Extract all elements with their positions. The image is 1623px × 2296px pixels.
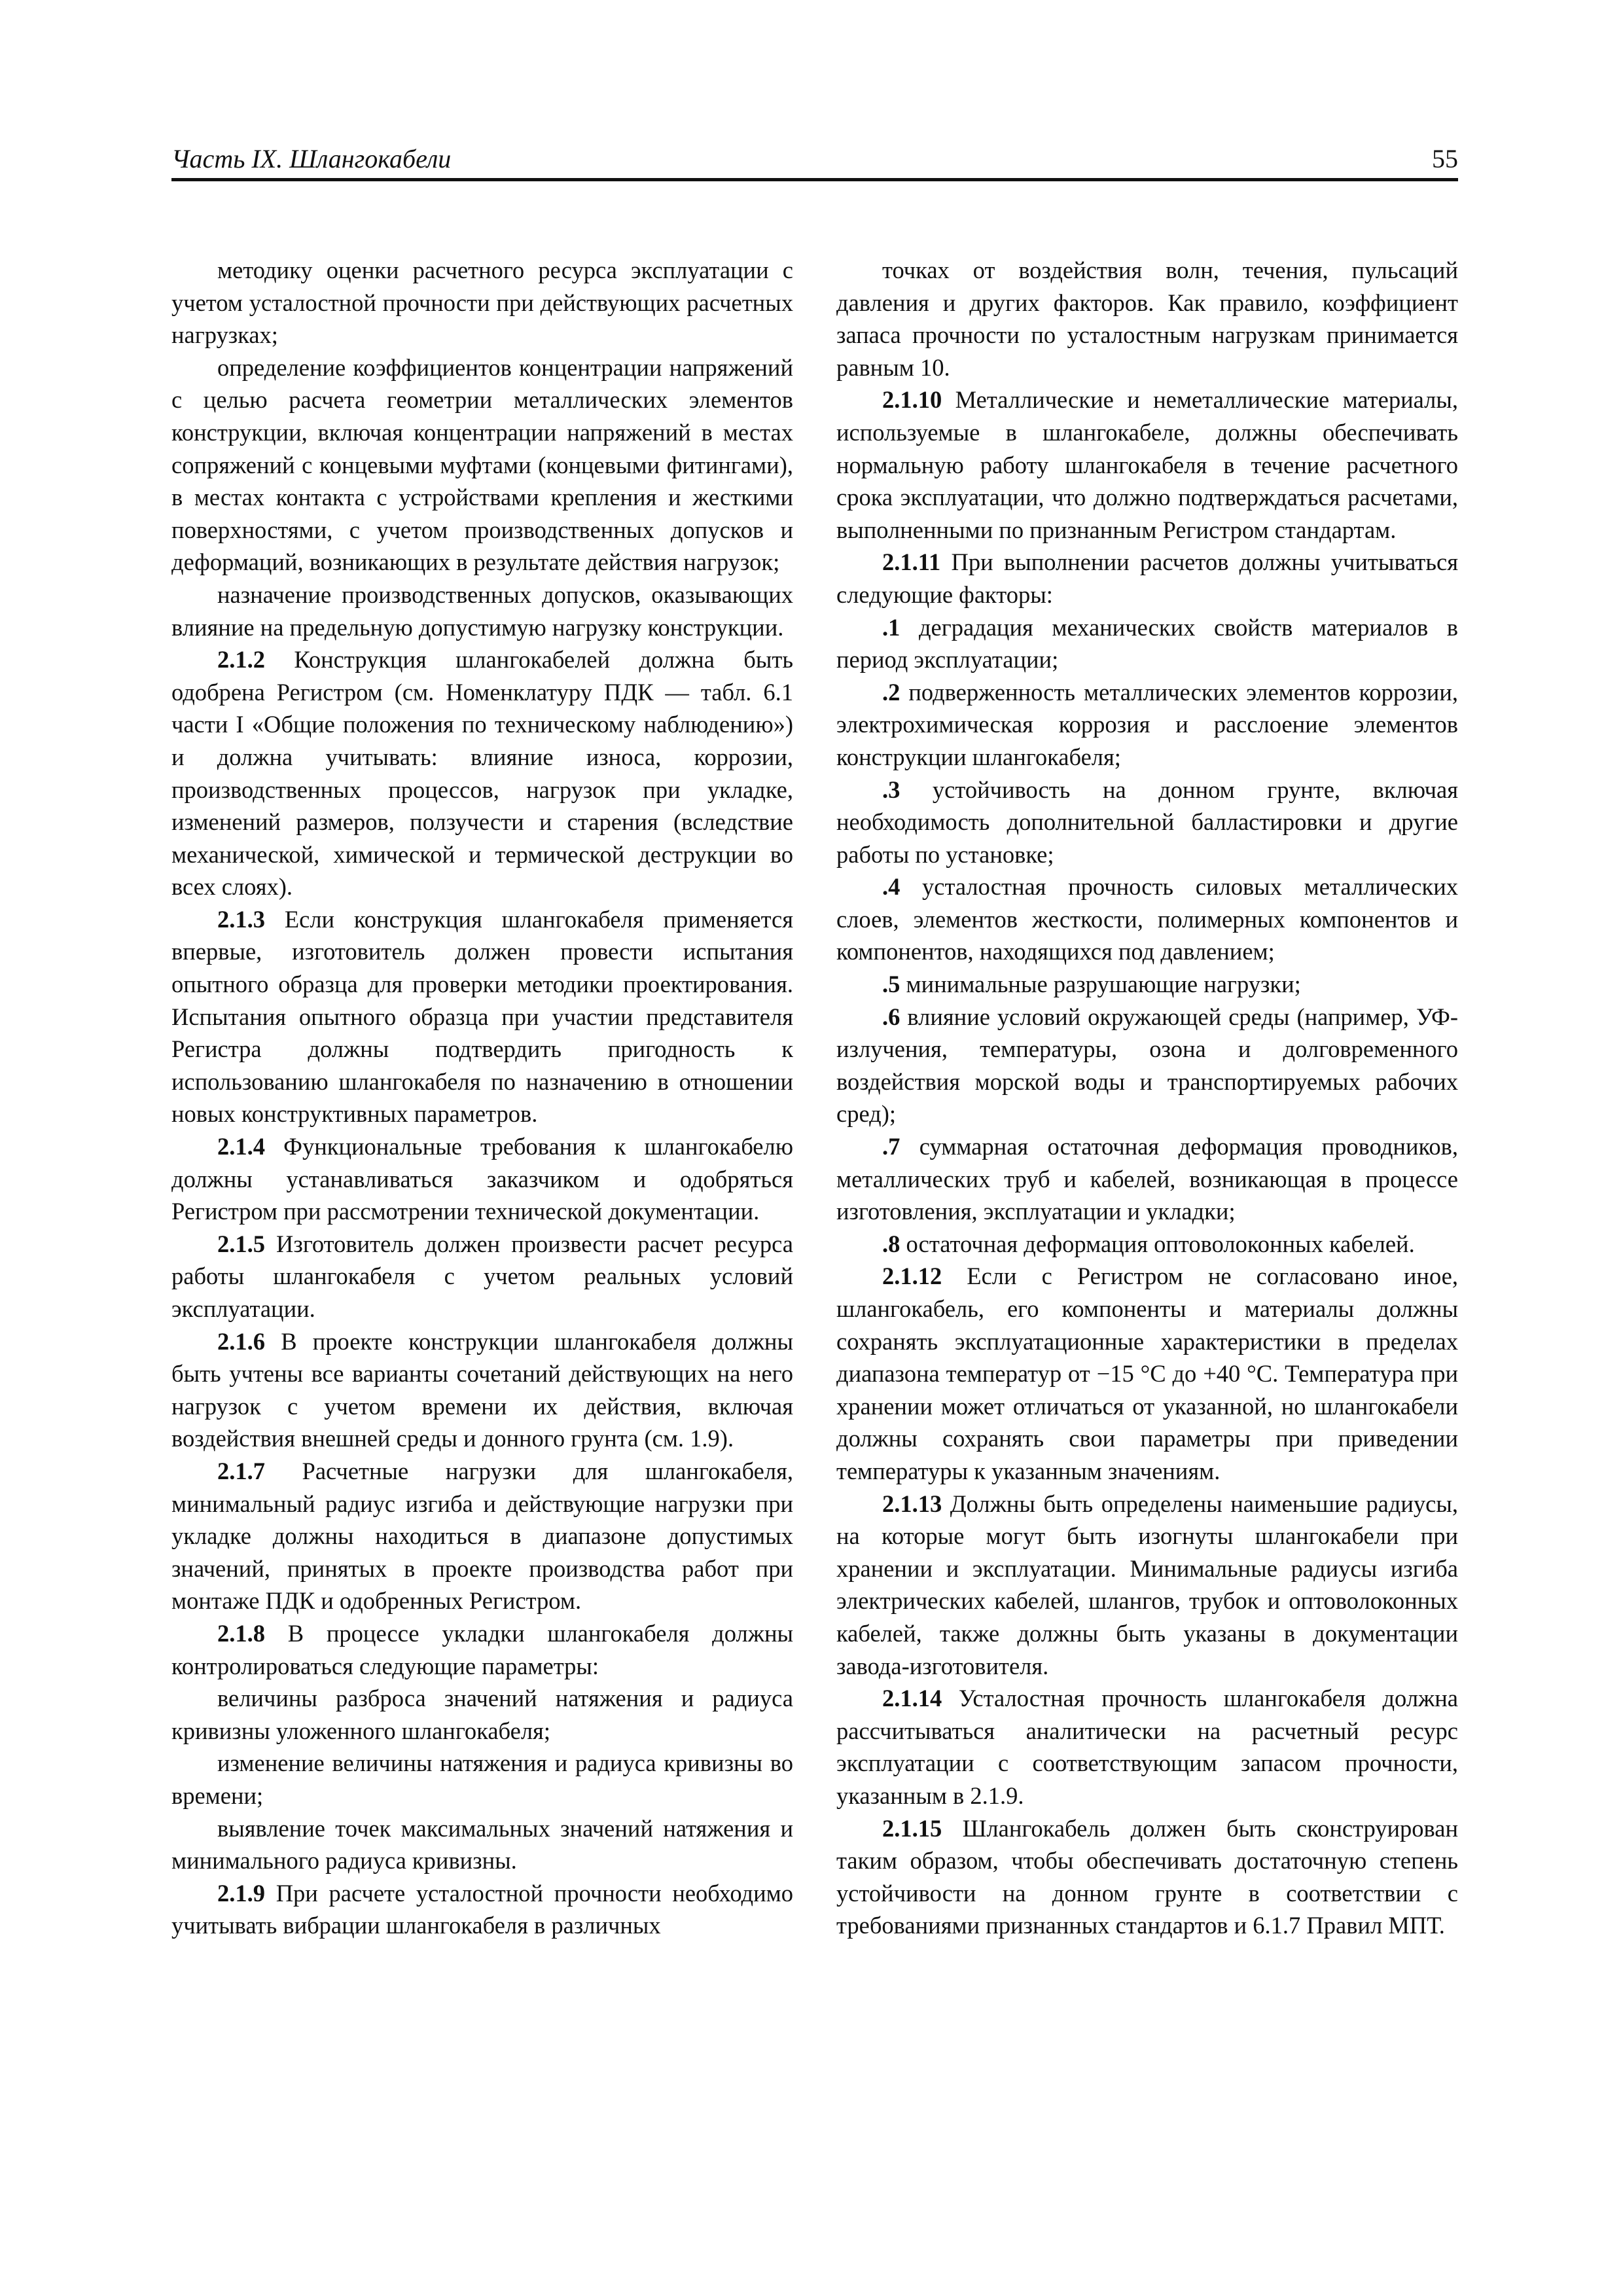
paragraph bbox=[171, 351, 793, 579]
running-header bbox=[171, 145, 1458, 178]
paragraph-text: назначение производственных допусков, оказывающих влияние на предельную допустимую нагрузку конструкции. bbox=[171, 581, 793, 641]
item-text: устойчивость на донном грунте, включая необходимость дополнительной балластировки и другие работы по установке; bbox=[836, 776, 1458, 868]
paragraph bbox=[171, 1455, 793, 1617]
clause-number: 2.1.4 bbox=[217, 1133, 265, 1160]
item-number: .1 bbox=[882, 613, 901, 641]
list-item bbox=[836, 1228, 1458, 1261]
paragraph-text: В проекте конструкции шлангокабеля должны быть учтены все варианты сочетаний действующих на него нагрузок с учетом времени их действия, включая воздействия внешней среды и донного грунта (см. 1.9). bbox=[171, 1327, 793, 1452]
paragraph bbox=[171, 643, 793, 903]
clause-number: 2.1.5 bbox=[217, 1230, 265, 1257]
clause-number: 2.1.9 bbox=[217, 1879, 265, 1907]
paragraph bbox=[171, 903, 793, 1130]
clause-number: 2.1.14 bbox=[882, 1685, 942, 1712]
list-item bbox=[836, 774, 1458, 871]
paragraph bbox=[836, 546, 1458, 611]
clause-number: 2.1.7 bbox=[217, 1457, 265, 1484]
paragraph-text: При расчете усталостной прочности необходимо учитывать вибрации шлангокабеля в различных bbox=[171, 1879, 793, 1939]
clause-number: 2.1.6 bbox=[217, 1327, 265, 1355]
item-text: влияние условий окружающей среды (например, УФ-излучения, температуры, озона и долговременного воздействия морской воды и транспортируемых рабочих сред); bbox=[836, 1003, 1458, 1128]
list-item bbox=[836, 1001, 1458, 1130]
clause-number: 2.1.2 bbox=[217, 646, 265, 673]
clause-number: 2.1.15 bbox=[882, 1814, 942, 1842]
paragraph bbox=[836, 384, 1458, 546]
paragraph-text: Должны быть определены наименьшие радиусы, на которые могут быть изогнуты шлангокабели при хранении и эксплуатации. Минимальные радиусы изгиба электрических кабелей, шлангов, трубок и оптоволоконных кабелей, также должны быть указаны в документации завода-изготовителя. bbox=[836, 1490, 1458, 1679]
clause-number: 2.1.11 bbox=[882, 548, 941, 576]
paragraph-text: методику оценки расчетного ресурса эксплуатации с учетом усталостной прочности при действующих расчетных нагрузках; bbox=[171, 257, 793, 349]
clause-number: 2.1.10 bbox=[882, 386, 942, 414]
item-text: суммарная остаточная деформация проводников, металлических труб и кабелей, возникающая в процессе изготовления, эксплуатации и укладки; bbox=[836, 1133, 1458, 1225]
paragraph-text: выявление точек максимальных значений натяжения и минимального радиуса кривизны. bbox=[171, 1814, 793, 1874]
header-rule bbox=[171, 178, 1458, 181]
paragraph bbox=[171, 1812, 793, 1877]
list-item bbox=[836, 611, 1458, 676]
item-number: .5 bbox=[882, 971, 901, 998]
item-number: .7 bbox=[882, 1133, 901, 1160]
paragraph bbox=[836, 1488, 1458, 1683]
paragraph-text: Если конструкция шлангокабеля применяется впервые, изготовитель должен провести испытания опытного образца для проверки методики проектирования. Испытания опытного образца при участии представителя Регистра должны подтвердить пригодность к использованию шлангокабеля по назначению в отношении новых конструктивных параметров. bbox=[171, 905, 793, 1128]
item-text: минимальные разрушающие нагрузки; bbox=[900, 971, 1301, 998]
paragraph-text: Усталостная прочность шлангокабеля должна рассчитываться аналитически на расчетный ресурс эксплуатации с соответствующим запасом прочности, указанным в 2.1.9. bbox=[836, 1685, 1458, 1809]
item-number: .6 bbox=[882, 1003, 901, 1030]
item-text: остаточная деформация оптоволоконных кабелей. bbox=[900, 1230, 1415, 1257]
list-item bbox=[836, 676, 1458, 774]
paragraph-text: Изготовитель должен произвести расчет ресурса работы шлангокабеля с учетом реальных условий эксплуатации. bbox=[171, 1230, 793, 1322]
page-number: 55 bbox=[1432, 144, 1458, 173]
clause-number: 2.1.13 bbox=[882, 1490, 942, 1517]
paragraph bbox=[171, 1130, 793, 1228]
paragraph-text: Металлические и неметаллические материалы, используемые в шлангокабеле, должны обеспечивать нормальную работу шлангокабеля в течение расчетного срока эксплуатации, что должно подтверждаться расчетами, выполненными по признанным Регистром стандартам. bbox=[836, 386, 1458, 543]
list-item bbox=[836, 870, 1458, 968]
paragraph bbox=[171, 254, 793, 351]
paragraph-text: Конструкция шлангокабелей должна быть одобрена Регистром (см. Номенклатуру ПДК — табл. 6.1 части I «Общие положения по техническому наблюдению») и должна учитывать: влияние износа, коррозии, производственных процессов, нагрузок при укладке, изменений размеров, ползучести и старения (вследствие механической, химической и термической деструкции во всех слоях). bbox=[171, 646, 793, 901]
item-number: .3 bbox=[882, 776, 901, 803]
paragraph bbox=[836, 1682, 1458, 1812]
item-number: .8 bbox=[882, 1230, 901, 1257]
item-text: усталостная прочность силовых металлических слоев, элементов жесткости, полимерных компонентов и компонентов, находящихся под давлением; bbox=[836, 873, 1458, 965]
paragraph bbox=[836, 1260, 1458, 1487]
paragraph-text: определение коэффициентов концентрации напряжений с целью расчета геометрии металлических элементов конструкции, включая концентрации напряжений в местах сопряжений с концевыми муфтами (концевыми фитингами), в местах контакта с устройствами крепления и жесткими поверхностями, с учетом производственных допусков и деформаций, возникающих в результате действия нагрузок; bbox=[171, 353, 793, 576]
clause-number: 2.1.12 bbox=[882, 1263, 942, 1290]
paragraph bbox=[171, 579, 793, 643]
paragraph-text: Шлангокабель должен быть сконструирован таким образом, чтобы обеспечивать достаточную степень устойчивости на донном грунте в соответствии с требованиями признанных стандартов и 6.1.7 Правил МПТ. bbox=[836, 1814, 1458, 1939]
paragraph-text: В процессе укладки шлангокабеля должны контролироваться следующие параметры: bbox=[171, 1619, 793, 1679]
paragraph-text: величины разброса значений натяжения и радиуса кривизны уложенного шлангокабеля; bbox=[171, 1685, 793, 1744]
paragraph bbox=[171, 1617, 793, 1682]
clause-number: 2.1.8 bbox=[217, 1619, 265, 1647]
paragraph-text: Если с Регистром не согласовано иное, шлангокабель, его компоненты и материалы должны сохранять эксплуатационные характеристики в пределах диапазона температур от −15 °C до +40 °C. Температура при хранении может отличаться от указанной, но шлангокабели должны сохранять свои параметры при приведении температуры к указанным значениям. bbox=[836, 1263, 1458, 1484]
left-column bbox=[171, 254, 793, 1942]
part-title: Часть IX. Шлангокабели bbox=[171, 144, 452, 173]
right-column bbox=[836, 254, 1458, 1942]
paragraph-text: точках от воздействия волн, течения, пульсаций давления и других факторов. Как правило, коэффициент запаса прочности по усталостным нагрузкам принимается равным 10. bbox=[836, 257, 1458, 381]
paragraph-text: изменение величины натяжения и радиуса кривизны во времени; bbox=[171, 1749, 793, 1809]
paragraph-text: При выполнении расчетов должны учитываться следующие факторы: bbox=[836, 548, 1458, 608]
item-text: подверженность металлических элементов коррозии, электрохимическая коррозия и расслоение элементов конструкции шлангокабеля; bbox=[836, 678, 1458, 770]
paragraph bbox=[171, 1228, 793, 1325]
item-number: .4 bbox=[882, 873, 901, 901]
paragraph bbox=[836, 254, 1458, 384]
item-number: .2 bbox=[882, 678, 901, 706]
paragraph bbox=[171, 1682, 793, 1747]
item-text: деградация механических свойств материалов в период эксплуатации; bbox=[836, 613, 1458, 673]
paragraph bbox=[171, 1747, 793, 1812]
list-item bbox=[836, 1130, 1458, 1228]
list-item bbox=[836, 968, 1458, 1001]
paragraph bbox=[171, 1877, 793, 1942]
clause-number: 2.1.3 bbox=[217, 905, 265, 933]
paragraph bbox=[171, 1325, 793, 1455]
paragraph-text: Расчетные нагрузки для шлангокабеля, минимальный радиус изгиба и действующие нагрузки при укладке должны находиться в диапазоне допустимых значений, принятых в проекте производства работ при монтаже ПДК и одобренных Регистром. bbox=[171, 1457, 793, 1615]
paragraph-text: Функциональные требования к шлангокабелю должны устанавливаться заказчиком и одобряться Регистром при рассмотрении технической документации. bbox=[171, 1133, 793, 1225]
paragraph bbox=[836, 1812, 1458, 1942]
